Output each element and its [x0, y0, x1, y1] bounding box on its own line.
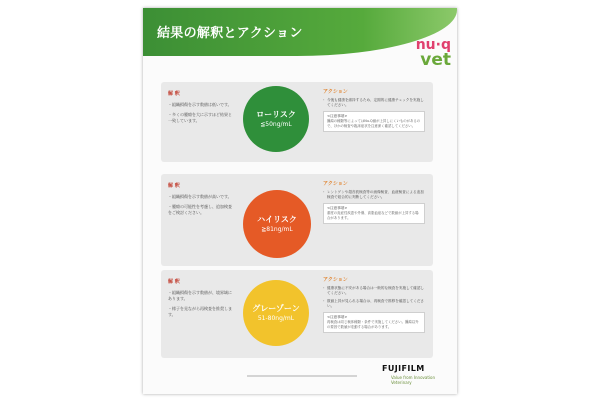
- interpretation-text: [168, 194, 232, 220]
- caution-head: <注意事項>: [327, 206, 348, 210]
- interpretation-line: ・組織損傷を示す数値は低いです。: [168, 102, 232, 107]
- caution-head: <注意事項>: [327, 315, 348, 319]
- logo-line2: vet: [420, 50, 451, 70]
- risk-level: ハイリスク: [257, 215, 297, 224]
- risk-range: 51-80ng/mL: [257, 315, 295, 322]
- interpretation-line: ・多くの腫瘍を大に示すほど結果と一致しています。: [168, 112, 232, 123]
- interpretation-text: [168, 102, 232, 128]
- action-title: アクション: [323, 181, 348, 187]
- caution-body: 再検査は同じ検体種類・条件で実施してください。腫瘍以外の要因で数値が変動する場合があります。: [327, 320, 419, 329]
- risk-range: ≧81ng/mL: [261, 226, 293, 233]
- fujifilm-tagline: Value from Innovation Veterinary: [391, 375, 436, 385]
- low-risk-card: [161, 82, 433, 162]
- action-item: ・ 数値上昇が見られる場合は、再検査で推移を確認してください。: [323, 299, 425, 309]
- logo-line1: nu·q: [415, 37, 451, 53]
- fujifilm-logo: FUJIFILM: [382, 364, 425, 373]
- action-panel: [323, 88, 425, 135]
- caution-head: <注意事項>: [327, 114, 348, 118]
- interpretation-text: [168, 290, 232, 322]
- caution-box: [323, 312, 425, 333]
- action-item: ・ レントゲンや超音波検査等の画像検査、血液検査による追加検査で総合的に判断してください。: [323, 190, 425, 200]
- interpretation-line: ・組織損傷を示す数値が、境界域にあります。: [168, 290, 232, 301]
- interpretation-label: 解 釈: [168, 91, 180, 97]
- interpretation-line: ・腫瘍の可能性を考慮し、追加検査をご検討ください。: [168, 204, 232, 215]
- caution-body: 重度の炎症性疾患や外傷、高脂血症などで数値が上昇する場合があります。: [327, 211, 419, 220]
- flyer-page: [143, 8, 457, 394]
- interpretation-line: ・組織損傷を示す数値が高いです。: [168, 194, 232, 199]
- risk-level: ローリスク: [256, 110, 296, 119]
- caution-box: [323, 203, 425, 224]
- risk-circle-low: [243, 86, 309, 152]
- caution-box: [323, 111, 425, 132]
- interpretation-label: 解 釈: [168, 279, 180, 285]
- risk-circle-high: [243, 190, 311, 258]
- high-risk-card: [161, 174, 433, 266]
- nu-q-vet-logo: [393, 38, 451, 68]
- action-panel: [323, 180, 425, 227]
- action-item: ・ 健康状態に不安がある場合は一般的な検査を実施して確認してください。: [323, 286, 425, 296]
- action-title: アクション: [323, 277, 348, 283]
- interpretation-label: 解 釈: [168, 183, 180, 189]
- action-panel: [323, 276, 425, 336]
- caution-body: 腫瘍の種類等によってはNu.Q値が上昇しにくいものがあるので、ほかの検査や臨床症状を注意深く確認してください。: [327, 119, 421, 128]
- page-title: 結果の解釈とアクション: [157, 26, 303, 41]
- risk-range: ≦50ng/mL: [260, 121, 292, 128]
- gray-zone-card: [161, 270, 433, 358]
- action-title: アクション: [323, 89, 348, 95]
- action-item: ・ 今後も健康を維持するため、定期的に健康チェックを実施してください。: [323, 98, 425, 108]
- risk-circle-gray: [243, 280, 309, 346]
- risk-level: グレーゾーン: [252, 304, 300, 313]
- footer-fine-print: [247, 375, 357, 377]
- interpretation-line: ・様子を見ながら再検査を推奨します。: [168, 306, 232, 317]
